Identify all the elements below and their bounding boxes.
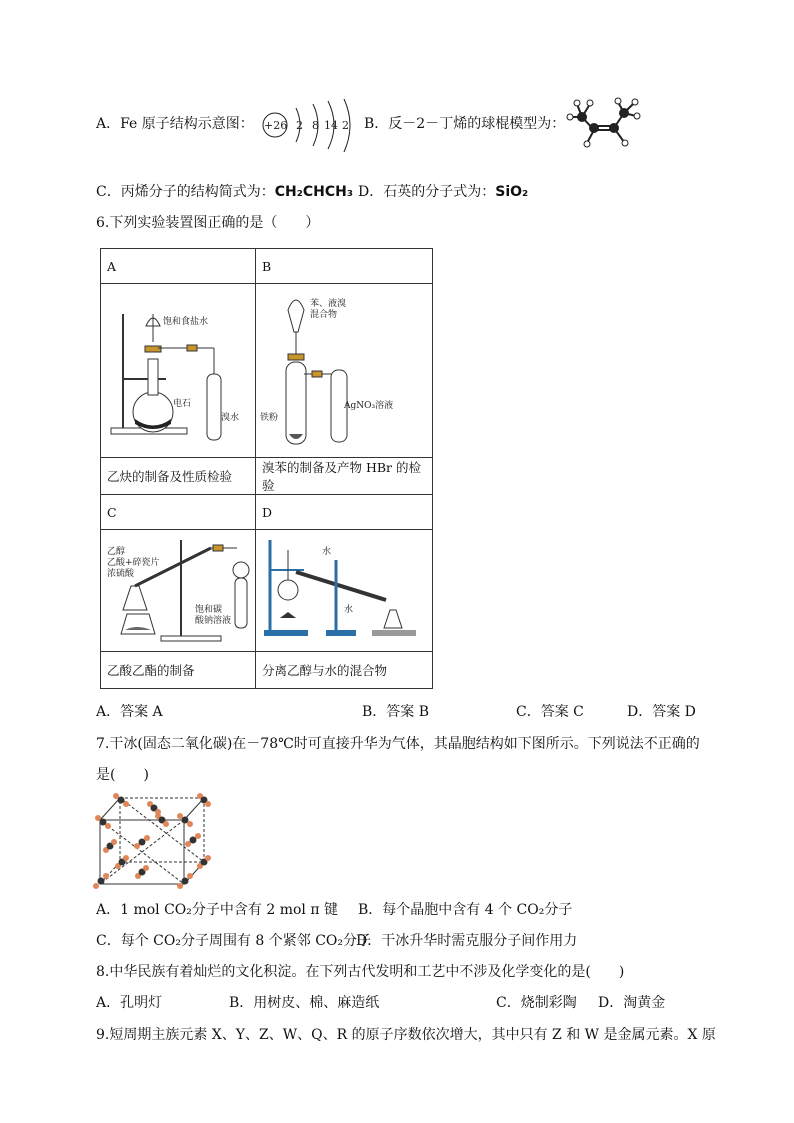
- note-saturated-brine: 饱和食盐水: [163, 317, 209, 327]
- note-silver-nitrate: AgNO₃溶液: [344, 401, 394, 411]
- fe-shell-1: 2: [296, 119, 303, 132]
- note-iron-powder: 铁粉: [260, 413, 279, 423]
- propene-formula: CH₂CHCH₃: [274, 184, 353, 200]
- cell-d-label: D: [256, 495, 433, 530]
- q6-option-d[interactable]: D．答案 D: [627, 704, 696, 720]
- q6-option-a[interactable]: A．答案 A: [96, 704, 163, 720]
- cell-a-apparatus: [101, 284, 256, 458]
- experiment-table: [100, 248, 433, 689]
- q5-option-c-text: C．丙烯分子的结构简式为：: [96, 184, 275, 200]
- cell-c-caption: 乙酸乙酯的制备: [101, 652, 256, 689]
- note-saturated-carbonate-1: 饱和碳: [195, 605, 223, 615]
- cell-c-label: C: [101, 495, 256, 530]
- cell-b-caption: 溴苯的制备及产物 HBr 的检验: [256, 458, 433, 495]
- q5-option-a-label: A．Fe 原子结构示意图：: [96, 116, 254, 132]
- q7-option-b[interactable]: B．每个晶胞中含有 4 个 CO₂分子: [358, 902, 573, 918]
- q7-option-c[interactable]: C．每个 CO₂分子周围有 8 个紧邻 CO₂分子: [96, 933, 372, 949]
- fe-nucleus-charge: +26: [264, 119, 288, 132]
- cell-a-caption: 乙炔的制备及性质检验: [101, 458, 256, 495]
- note-water-out: 水: [344, 605, 354, 615]
- q5-option-d-text: D．石英的分子式为：: [358, 184, 496, 200]
- cell-b-apparatus: [256, 284, 433, 458]
- q7-option-a[interactable]: A．1 mol CO₂分子中含有 2 mol π 键: [96, 902, 338, 918]
- fe-shell-3: 14: [324, 119, 338, 132]
- acetylene-apparatus-figure: [101, 284, 255, 454]
- fe-shell-2: 8: [312, 119, 319, 132]
- note-saturated-carbonate-2: 酸钠溶液: [195, 616, 232, 626]
- cell-d-apparatus: [256, 530, 433, 652]
- distillation-apparatus-figure: [256, 530, 432, 648]
- q8-option-d[interactable]: D．淘黄金: [598, 995, 666, 1011]
- ethyl-acetate-apparatus-figure: [101, 530, 255, 648]
- note-acetic-acid-chips: 乙酸+碎瓷片: [107, 558, 160, 568]
- cell-c-apparatus: [101, 530, 256, 652]
- bromobenzene-apparatus-figure: [256, 284, 432, 454]
- q5-option-c-label: [96, 182, 353, 202]
- q5-option-d-label: [358, 182, 528, 202]
- q8-option-b[interactable]: B．用树皮、棉、麻造纸: [229, 995, 380, 1011]
- fe-atom-structure-diagram: [258, 98, 358, 154]
- note-benzene-bromine: 苯、液溴: [310, 299, 347, 309]
- note-ethanol: 乙醇: [107, 547, 126, 557]
- q7-stem-line2: 是( ): [96, 767, 149, 783]
- note-water-in: 水: [322, 547, 332, 557]
- dry-ice-unit-cell-figure: [92, 792, 214, 890]
- q9-stem: 9.短周期主族元素 X、Y、Z、W、Q、R 的原子序数依次增大，其中只有 Z 和 W 是金属元素。X 原: [96, 1027, 716, 1043]
- co2-molecules: [93, 793, 211, 889]
- fe-shell-4: 2: [342, 119, 349, 132]
- note-mixture: 混合物: [310, 310, 338, 320]
- q6-option-c[interactable]: C．答案 C: [516, 704, 584, 720]
- cell-b-label: B: [256, 249, 433, 284]
- note-bromine-water: 溴水: [221, 413, 240, 423]
- q8-option-a[interactable]: A．孔明灯: [96, 995, 163, 1011]
- quartz-formula: SiO₂: [495, 184, 529, 200]
- trans-2-butene-ball-stick-model: [562, 96, 644, 150]
- note-calcium-carbide: 电石: [173, 399, 192, 409]
- cell-d-caption: 分离乙醇与水的混合物: [256, 652, 433, 689]
- cell-a-label: A: [101, 249, 256, 284]
- q8-stem: 8.中华民族有着灿烂的文化积淀。在下列古代发明和工艺中不涉及化学变化的是( ): [96, 964, 625, 980]
- q5-option-b-label: B．反－2－丁烯的球棍模型为：: [364, 116, 566, 132]
- note-conc-sulfuric-acid: 浓硫酸: [107, 569, 135, 579]
- q6-option-b[interactable]: B．答案 B: [362, 704, 430, 720]
- q7-stem-line1: 7.干冰(固态二氧化碳)在－78℃时可直接升华为气体，其晶胞结构如下图所示。下列说法不正确的: [96, 736, 700, 752]
- q7-option-d[interactable]: D．干冰升华时需克服分子间作用力: [356, 933, 578, 949]
- q8-option-c[interactable]: C．烧制彩陶: [496, 995, 577, 1011]
- q6-stem: 6.下列实验装置图正确的是（ ）: [96, 215, 320, 231]
